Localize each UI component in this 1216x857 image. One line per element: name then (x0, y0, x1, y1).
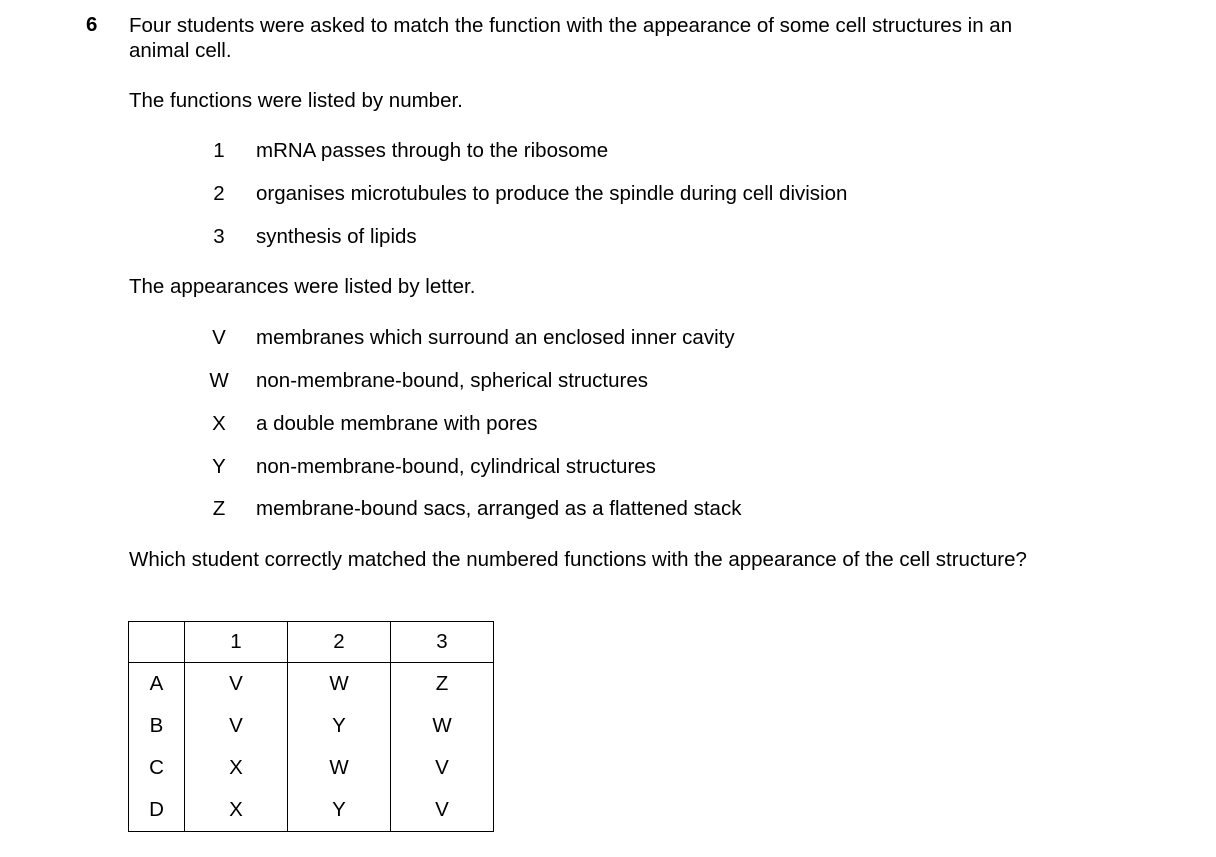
table-cell: X (185, 789, 288, 832)
question-number: 6 (86, 13, 98, 36)
appearances-intro: The appearances were listed by letter. (129, 275, 476, 298)
header-cell-function-3: 3 (391, 622, 494, 663)
answer-row-c (129, 747, 494, 789)
option-label: C (129, 747, 185, 789)
appearance-text: a double membrane with pores (256, 412, 538, 435)
function-text: organises microtubules to produce the spindle during cell division (256, 182, 848, 205)
appearance-text: membrane-bound sacs, arranged as a flattened stack (256, 497, 742, 520)
header-cell-function-1: 1 (185, 622, 288, 663)
appearance-text: non-membrane-bound, spherical structures (256, 369, 648, 392)
answer-row-b (129, 705, 494, 747)
table-cell: V (391, 789, 494, 832)
table-cell: W (288, 747, 391, 789)
appearance-letter: Z (212, 497, 226, 520)
table-cell: V (185, 705, 288, 747)
function-number: 2 (213, 182, 225, 205)
appearance-letter: V (212, 326, 226, 349)
option-label: D (129, 789, 185, 832)
header-cell-blank (129, 622, 185, 663)
answer-row-a (129, 663, 494, 706)
answer-table-header (129, 622, 494, 663)
table-cell: X (185, 747, 288, 789)
table-cell: Z (391, 663, 494, 706)
table-cell: V (185, 663, 288, 706)
table-cell: V (391, 747, 494, 789)
question-prompt: Which student correctly matched the numbered functions with the appearance of the cell structure? (129, 548, 1027, 571)
table-cell: Y (288, 705, 391, 747)
option-label: A (129, 663, 185, 706)
functions-intro: The functions were listed by number. (129, 89, 463, 112)
option-label: B (129, 705, 185, 747)
table-cell: Y (288, 789, 391, 832)
appearance-letter: W (209, 369, 229, 392)
function-text: mRNA passes through to the ribosome (256, 139, 609, 162)
table-cell: W (391, 705, 494, 747)
answer-table (128, 621, 494, 832)
appearance-letter: X (212, 412, 226, 435)
function-number: 3 (213, 225, 225, 248)
function-text: synthesis of lipids (256, 225, 417, 248)
function-number: 1 (213, 139, 225, 162)
appearance-text: membranes which surround an enclosed inner cavity (256, 326, 735, 349)
answer-row-d (129, 789, 494, 832)
question-stem: Four students were asked to match the function with the appearance of some cell structures in an animal cell. (129, 14, 1013, 62)
table-cell: W (288, 663, 391, 706)
appearance-text: non-membrane-bound, cylindrical structures (256, 455, 656, 478)
appearance-letter: Y (212, 455, 226, 478)
header-cell-function-2: 2 (288, 622, 391, 663)
